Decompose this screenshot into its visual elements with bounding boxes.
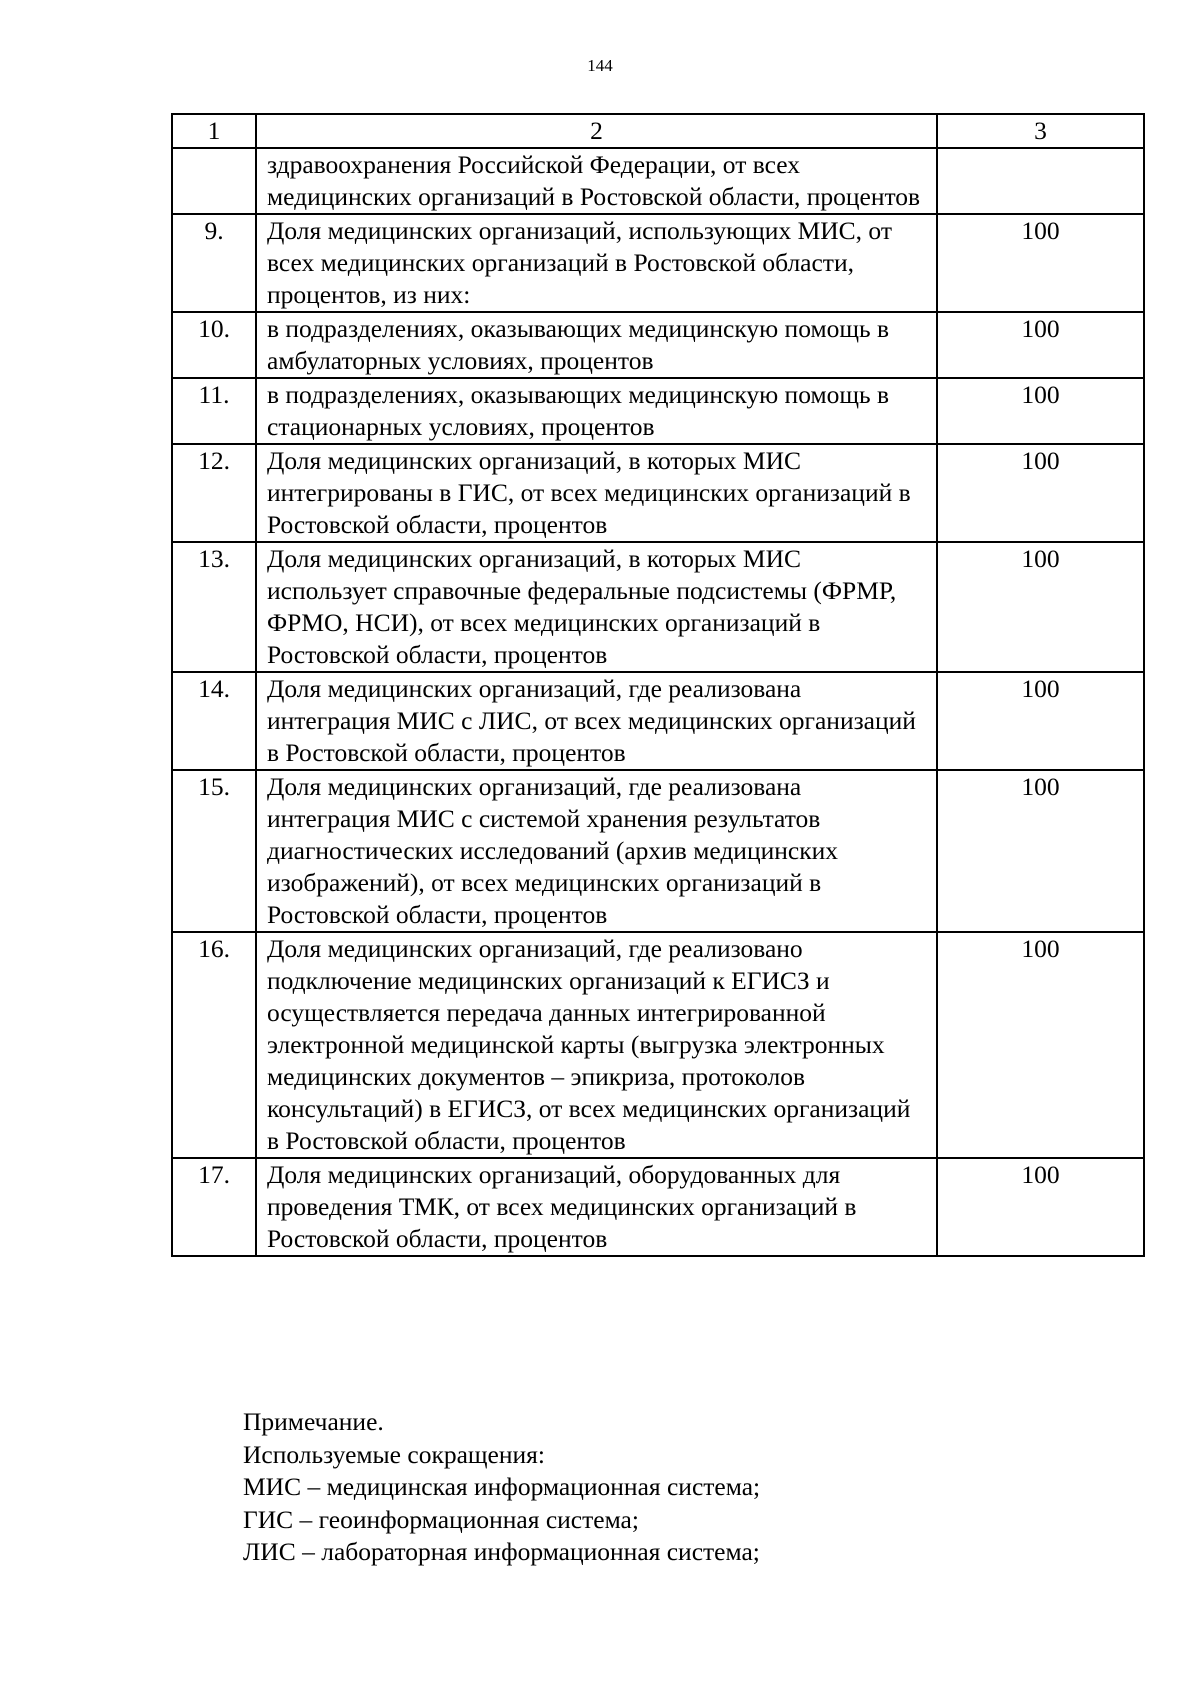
row-value: 100 — [937, 444, 1144, 542]
header-cell-3: 3 — [937, 114, 1144, 148]
indicators-table — [171, 113, 1145, 1257]
table-row — [172, 378, 1144, 444]
row-value: 100 — [937, 932, 1144, 1158]
row-text: Доля медицинских организаций, оборудованных для проведения ТМК, от всех медицинских организаций в Ростовской области, процентов — [256, 1158, 937, 1256]
row-text: Доля медицинских организаций, использующих МИС, от всех медицинских организаций в Ростовской области, процентов, из них: — [256, 214, 937, 312]
row-value: 100 — [937, 542, 1144, 672]
abbreviation-item: ГИС – геоинформационная система; — [243, 1504, 639, 1534]
header-cell-2: 2 — [256, 114, 937, 148]
row-text: Доля медицинских организаций, в которых МИС интегрированы в ГИС, от всех медицинских организаций в Ростовской области, процентов — [256, 444, 937, 542]
row-value: 100 — [937, 1158, 1144, 1256]
row-text: Доля медицинских организаций, где реализована интеграция МИС с системой хранения результатов диагностических исследований (архив медицинских изображений), от всех медицинских организаций в Ростовской области, процентов — [256, 770, 937, 932]
row-number — [172, 148, 256, 214]
row-number: 11. — [172, 378, 256, 444]
note-title: Примечание. — [243, 1407, 384, 1436]
table-row — [172, 672, 1144, 770]
table-row — [172, 214, 1144, 312]
table-row — [172, 1158, 1144, 1256]
row-value: 100 — [937, 312, 1144, 378]
abbreviation-item: МИС – медицинская информационная система; — [243, 1472, 761, 1501]
table-row — [172, 312, 1144, 378]
row-number: 15. — [172, 770, 256, 932]
row-text: здравоохранения Российской Федерации, от всех медицинских организаций в Ростовской области, процентов — [256, 148, 937, 214]
table-header-row — [172, 114, 1144, 148]
row-value: 100 — [937, 770, 1144, 932]
row-number: 14. — [172, 672, 256, 770]
row-value: 100 — [937, 672, 1144, 770]
row-number: 10. — [172, 312, 256, 378]
row-value: 100 — [937, 378, 1144, 444]
row-number: 12. — [172, 444, 256, 542]
row-text: Доля медицинских организаций, где реализована интеграция МИС с ЛИС, от всех медицинских организаций в Ростовской области, процентов — [256, 672, 937, 770]
row-text: Доля медицинских организаций, в которых МИС использует справочные федеральные подсистемы (ФРМР, ФРМО, НСИ), от всех медицинских организаций в Ростовской области, процентов — [256, 542, 937, 672]
row-number: 13. — [172, 542, 256, 672]
page-number: 144 — [587, 56, 613, 75]
row-number: 17. — [172, 1158, 256, 1256]
abbreviation-item: ЛИС – лабораторная информационная система; — [243, 1537, 760, 1566]
note-subtitle: Используемые сокращения: — [243, 1439, 545, 1469]
table-row — [172, 148, 1144, 214]
row-text: в подразделениях, оказывающих медицинскую помощь в стационарных условиях, процентов — [256, 378, 937, 444]
table-row — [172, 444, 1144, 542]
note-section — [243, 1406, 1123, 1569]
table-row — [172, 932, 1144, 1158]
table-row — [172, 770, 1144, 932]
table-row — [172, 542, 1144, 672]
row-value — [937, 148, 1144, 214]
header-cell-1: 1 — [172, 114, 256, 148]
row-text: в подразделениях, оказывающих медицинскую помощь в амбулаторных условиях, процентов — [256, 312, 937, 378]
row-text: Доля медицинских организаций, где реализовано подключение медицинских организаций к ЕГИСЗ и осуществляется передача данных интегрированной электронной медицинской карты (выгрузка электронных медицинских документов – эпикриза, протоколов консультаций) в ЕГИСЗ, от всех медицинских организаций в Ростовской области, процентов — [256, 932, 937, 1158]
row-number: 9. — [172, 214, 256, 312]
row-value: 100 — [937, 214, 1144, 312]
row-number: 16. — [172, 932, 256, 1158]
